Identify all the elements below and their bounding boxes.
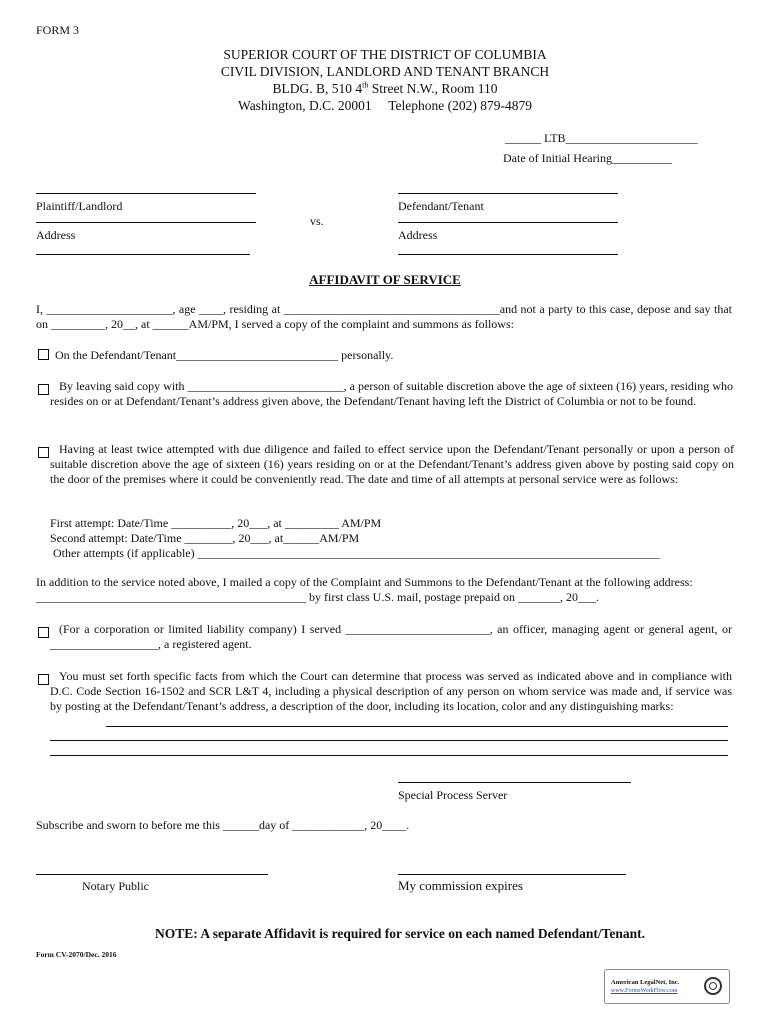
initial-hearing-date[interactable]: Date of Initial Hearing__________ <box>503 151 672 165</box>
ltb-case-number[interactable]: ______ LTB______________________ <box>505 131 698 145</box>
special-process-server-label: Special Process Server <box>398 788 508 802</box>
server-signature-line[interactable] <box>398 782 631 783</box>
plaintiff-label: Plaintiff/Landlord <box>36 199 123 213</box>
court-address: BLDG. B, 510 4th Street N.W., Room 110 <box>272 80 498 96</box>
first-attempt[interactable]: First attempt: Date/Time __________, 20___, at _________ AM/PM <box>50 516 382 530</box>
checkbox-facts[interactable] <box>38 671 49 689</box>
defendant-address-line[interactable] <box>398 222 618 223</box>
plaintiff-address-line[interactable] <box>36 222 256 223</box>
court-city-phone: Washington, D.C. 20001 Telephone (202) 879-4879 <box>238 98 532 113</box>
commission-expires-label: My commission expires <box>398 878 523 893</box>
publisher-name: American LegalNet, Inc. <box>611 979 680 986</box>
defendant-address-label: Address <box>398 228 438 242</box>
checkbox-leaving[interactable] <box>38 381 49 399</box>
mailing-statement: In addition to the service noted above, I mailed a copy of the Complaint and Summons to the Defendant/Tenant at the following address: _____________________________________________ by first class U.S. mail, postage prepaid on _______, 20___. <box>36 575 693 604</box>
notary-public-label: Notary Public <box>82 879 149 893</box>
commission-expires-line[interactable] <box>398 874 626 875</box>
other-attempts[interactable]: Other attempts (if applicable) _____________________________________________________________________________ <box>53 546 660 560</box>
court-name: SUPERIOR COURT OF THE DISTRICT OF COLUMBIA <box>223 47 547 62</box>
option-personal-text: On the Defendant/Tenant___________________________ personally. <box>55 348 394 362</box>
separate-affidavit-note: NOTE: A separate Affidavit is required for service on each named Defendant/Tenant. <box>155 926 645 941</box>
notary-signature-line[interactable] <box>36 874 268 875</box>
option-leaving-text: By leaving said copy with __________________________, a person of suitable discretion above the age of sixteen (16) years, residing who resides on or at Defendant/Tenant’s address given above, the Defendant/Tenant having left the District of Columbia or not to be found. <box>50 379 733 408</box>
option-facts-text: You must set forth specific facts from which the Court can determine that process was served as indicated above and in compliance with D.C. Code Section 16-1502 and SCR L&T 4, including a physical description of any person on whom service was made and, if service was by posting at the Defendant/Tenant’s address, a description of the door, including its location, color and any distinguishing marks: <box>50 669 732 713</box>
defendant-label: Defendant/Tenant <box>398 199 484 213</box>
form-id: Form CV-2070/Dec. 2016 <box>36 950 117 959</box>
option-personal-service <box>38 348 393 363</box>
checkbox-corporation[interactable] <box>38 624 49 642</box>
facts-line-3[interactable] <box>50 755 728 756</box>
defendant-name-line[interactable] <box>398 193 618 194</box>
seal-icon <box>704 977 722 995</box>
defendant-address-line-2[interactable] <box>398 254 618 255</box>
sworn-statement[interactable]: Subscribe and sworn to before me this ______day of ____________, 20____. <box>36 818 410 832</box>
option-posting-text: Having at least twice attempted with due diligence and failed to effect service upon the Defendant/Tenant personally or upon a person of suitable discretion above the age of sixteen (16) years residing on or at the Defendant/Tenant’s address given above by posting said copy on the door of the premises where it could be conveniently read. The date and time of all attempts at personal service were as follows: <box>50 442 734 486</box>
form-number: FORM 3 <box>36 23 80 37</box>
versus-label: vs. <box>310 214 324 228</box>
checkbox-posting[interactable] <box>38 444 49 462</box>
intro-statement: I, _____________________, age ____, residing at ____________________________________and not a party to this case, depose and say that on _________, 20__, at ______AM/PM, I served a copy of the complaint and summons as follows: <box>36 302 732 331</box>
second-attempt[interactable]: Second attempt: Date/Time ________, 20___, at______AM/PM <box>50 531 360 545</box>
plaintiff-name-line[interactable] <box>36 193 256 194</box>
affidavit-title: AFFIDAVIT OF SERVICE <box>309 272 461 287</box>
court-division: CIVIL DIVISION, LANDLORD AND TENANT BRANCH <box>220 64 550 79</box>
publisher-link[interactable]: www.FormsWorkFlow.com <box>611 988 678 994</box>
publisher-logo <box>604 969 730 1004</box>
plaintiff-address-line-2[interactable] <box>36 254 250 255</box>
facts-line-2[interactable] <box>50 740 728 741</box>
checkbox-personal[interactable] <box>38 349 49 360</box>
facts-line-1[interactable] <box>106 726 728 727</box>
plaintiff-address-label: Address <box>36 228 76 242</box>
option-corporation-text: (For a corporation or limited liability company) I served ________________________, an officer, managing agent or general agent, or __________________, a registered agent. <box>50 622 732 651</box>
